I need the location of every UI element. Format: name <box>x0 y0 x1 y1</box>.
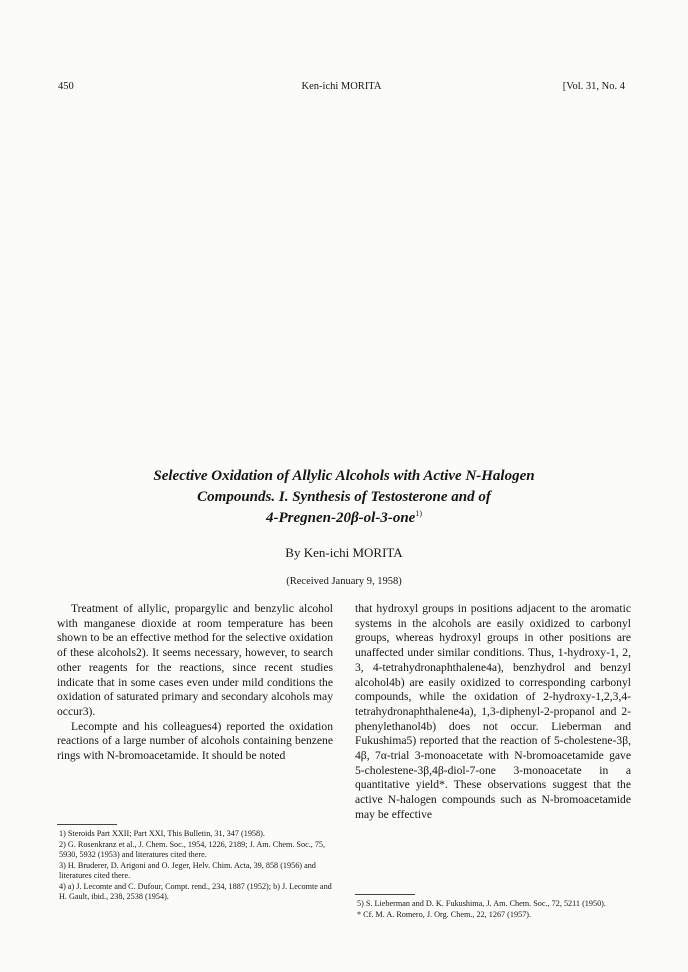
author-byline: By Ken-ichi MORITA <box>285 545 403 560</box>
footnote-2: 2) G. Rosenkranz et al., J. Chem. Soc., 1954, 1226, 2189; J. Am. Chem. Soc., 75, 5930, 5932 (1953) and literatures cited there. <box>59 839 326 859</box>
title-footnote-marker: 1) <box>415 509 422 518</box>
footnote-rule <box>355 894 415 895</box>
title-line-3: 4-Pregnen-20β-ol-3-one <box>266 510 416 526</box>
footnote-rule <box>57 824 117 825</box>
footnote-3: 3) H. Bruderer, D. Arigoni and O. Jeger, Helv. Chim. Acta, 39, 858 (1956) and literatures cited there. <box>59 860 316 880</box>
right-paragraph-1: that hydroxyl groups in positions adjacent to the aromatic systems in the alcohols are easily oxidized to carbonyl groups, whereas hydroxyl groups in other positions are unaffected under similar conditions. Thus, 1-hydroxy-1, 2, 3, 4-tetrahydronaphthalene4a), benzhydrol and benzyl alcohol4b) are easily oxidized to corresponding carbonyl compounds, while the oxidation of 2-hydroxy-1,2,3,4-tetrahydronaphthalene4a), 1,3-diphenyl-2-propanol and 2-phenylethanol4b) does not occur. Lieberman and Fukushima5) reported that the reaction of 5-cholestene-3β, 4β, 7α-trial 3-monoacetate with N-bromoacetamide gave 5-cholestene-3β,4β-diol-7-one 3-monoacetate in a quantitative yield*. These observations suggest that the active N-halogen compounds such as N-bromoacetamide may be effective <box>355 602 631 821</box>
footnotes-right <box>355 894 633 920</box>
left-paragraph-2: Lecompte and his colleagues4) reported the oxidation reactions of a large number of alcohols containing benzene rings with N-bromoacetamide. It should be noted <box>57 719 333 763</box>
page-number: 450 <box>58 81 74 92</box>
volume-info: [Vol. 31, No. 4 <box>562 81 625 92</box>
running-author: Ken-ichi MORITA <box>301 81 382 92</box>
title-line-1: Selective Oxidation of Allylic Alcohols with Active N-Halogen <box>153 468 535 484</box>
right-column <box>355 602 631 823</box>
footnotes-left <box>57 824 335 903</box>
article-title <box>60 466 628 529</box>
footnote-4: 4) a) J. Lecomte and C. Dufour, Compt. rend., 234, 1887 (1952); b) J. Lecomte and H. Gault, ibid., 238, 2538 (1954). <box>59 881 332 901</box>
left-paragraph-1: Treatment of allylic, propargylic and benzylic alcohol with manganese dioxide at room temperature has been shown to be an effective method for the selective oxidation of these alcohols2). It seems necessary, however, to search other reagents for the reactions, since recent studies indicate that in some cases even under mild conditions the oxidation of saturated primary and secondary alcohols may occur3). <box>57 602 333 718</box>
footnote-5: 5) S. Lieberman and D. K. Fukushima, J. Am. Chem. Soc., 72, 5211 (1950). <box>357 899 606 908</box>
left-column <box>57 602 333 764</box>
title-line-2: Compounds. I. Synthesis of Testosterone and of <box>197 489 491 505</box>
received-date: (Received January 9, 1958) <box>286 576 402 587</box>
footnote-star: * Cf. M. A. Romero, J. Org. Chem., 22, 1267 (1957). <box>357 909 532 919</box>
footnote-1: 1) Steroids Part XXII; Part XXI, This Bulletin, 31, 347 (1958). <box>59 829 265 838</box>
title-line-3-wrap <box>60 508 628 529</box>
